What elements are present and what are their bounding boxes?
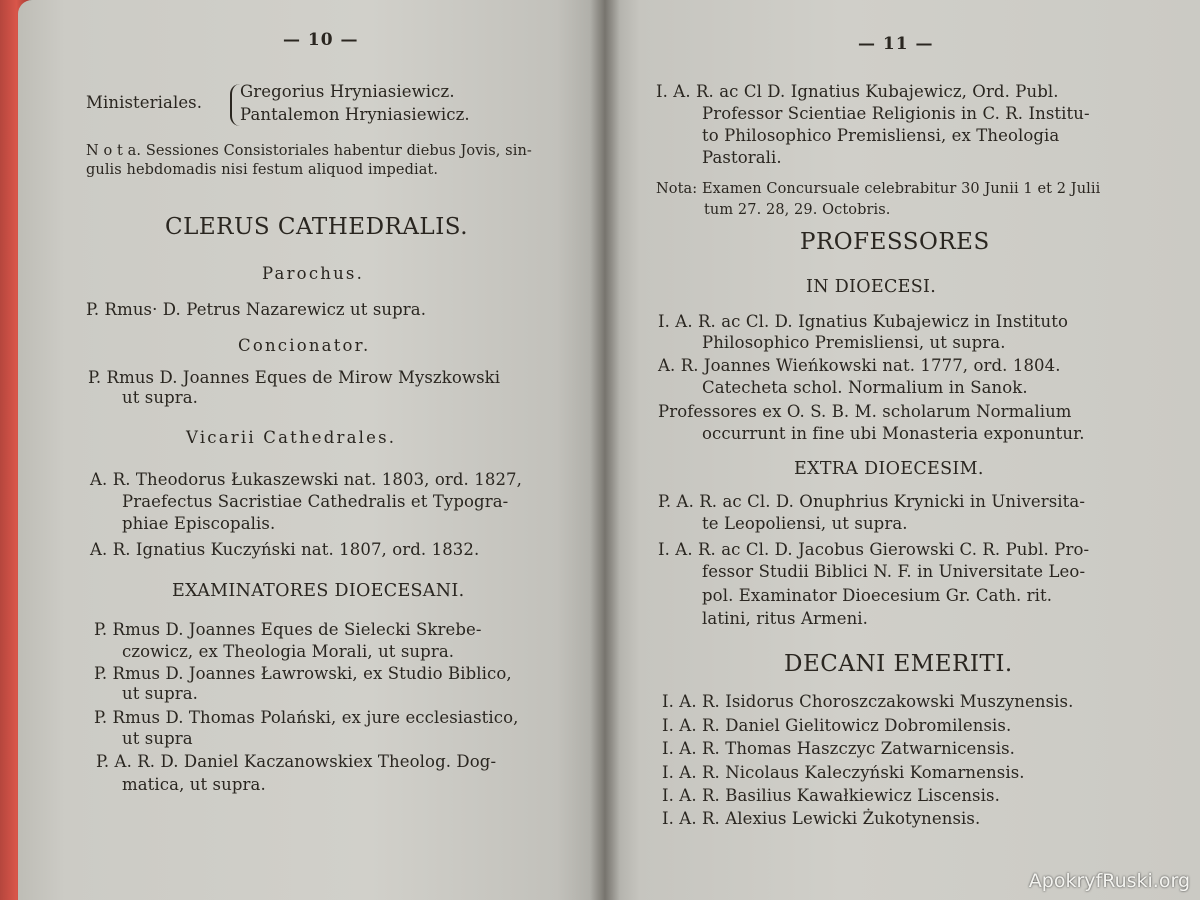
nota-line: tum 27. 28, 29. Octobris. xyxy=(704,202,891,218)
entry-line: I. A. R. ac Cl D. Ignatius Kubajewicz, Ord. Publ. xyxy=(656,82,1059,101)
entry-line: latini, ritus Armeni. xyxy=(702,609,869,628)
ministeriales-label: Ministeriales. xyxy=(86,93,203,112)
section-title: DECANI EMERITI. xyxy=(784,651,1013,677)
decanus-line: I. A. R. Thomas Haszczyc Zatwarnicensis. xyxy=(662,739,1015,758)
entry-line: ut supra. xyxy=(122,388,199,407)
entry-line: P. Rmus D. Thomas Polański, ex jure ecclesiastico, xyxy=(94,708,519,727)
entry-line: P. A. R. D. Daniel Kaczanowskiex Theolog. Dog- xyxy=(96,752,497,771)
section-title: CLERUS CATHEDRALIS. xyxy=(165,214,469,240)
entry-line: I. A. R. ac Cl. D. Jacobus Gierowski C. R. Publ. Pro- xyxy=(658,540,1090,559)
subheading: Parochus. xyxy=(262,264,365,283)
section-heading: EXTRA DIOECESIM. xyxy=(794,459,984,479)
entry-line: te Leopoliensi, ut supra. xyxy=(702,514,908,533)
entry-line: Praefectus Sacristiae Cathedralis et Typogra- xyxy=(122,492,509,511)
subheading: Concionator. xyxy=(238,336,371,355)
decanus-line: I. A. R. Daniel Gielitowicz Dobromilensis. xyxy=(662,716,1012,735)
decanus-line: I. A. R. Isidorus Choroszczakowski Muszynensis. xyxy=(662,692,1074,711)
entry-line: ut supra. xyxy=(122,684,199,703)
page-number: — 11 — xyxy=(858,34,934,54)
page-number: — 10 — xyxy=(283,30,359,50)
entry-line: I. A. R. ac Cl. D. Ignatius Kubajewicz in Instituto xyxy=(658,312,1069,331)
entry-line: pol. Examinator Dioecesium Gr. Cath. rit. xyxy=(702,586,1053,605)
right-page xyxy=(604,0,1200,900)
left-page xyxy=(18,0,604,900)
entry-line: Professor Scientiae Religionis in C. R. Institu- xyxy=(702,104,1090,123)
entry-line: Catecheta schol. Normalium in Sanok. xyxy=(702,378,1028,397)
entry-line: P. Rmus D. Joannes Eques de Sielecki Skrebe- xyxy=(94,620,482,639)
section-heading: IN DIOECESI. xyxy=(806,277,937,297)
entry-line: P. Rmus D. Joannes Eques de Mirow Myszkowski xyxy=(88,368,501,387)
section-title: PROFESSORES xyxy=(800,229,990,255)
entry-line: Professores ex O. S. B. M. scholarum Normalium xyxy=(658,402,1072,421)
entry-line: P. Rmus· D. Petrus Nazarewicz ut supra. xyxy=(86,300,427,319)
entry-line: A. R. Ignatius Kuczyński nat. 1807, ord. 1832. xyxy=(90,540,480,559)
entry-line: A. R. Theodorus Łukaszewski nat. 1803, ord. 1827, xyxy=(90,470,522,489)
subheading: Vicarii Cathedrales. xyxy=(186,428,397,447)
entry-line: occurrunt in fine ubi Monasteria exponuntur. xyxy=(702,424,1085,443)
entry-line: P. Rmus D. Joannes Ławrowski, ex Studio Biblico, xyxy=(94,664,512,683)
entry-line: fessor Studii Biblici N. F. in Universitate Leo- xyxy=(702,562,1086,581)
watermark: ApokryfRuski.org xyxy=(1028,870,1190,892)
entry-line: Philosophico Premisliensi, ut supra. xyxy=(702,333,1006,352)
decanus-line: I. A. R. Nicolaus Kaleczyński Komarnensis. xyxy=(662,763,1025,782)
book-gutter xyxy=(590,0,620,900)
entry-line: P. A. R. ac Cl. D. Onuphrius Krynicki in Universita- xyxy=(658,492,1086,511)
decanus-line: I. A. R. Alexius Lewicki Żukotynensis. xyxy=(662,809,981,828)
entry-line: czowicz, ex Theologia Morali, ut supra. xyxy=(122,642,455,661)
entry-line: to Philosophico Premisliensi, ex Theologia xyxy=(702,126,1060,145)
entry-line: matica, ut supra. xyxy=(122,775,266,794)
entry-line: A. R. Joannes Wieńkowski nat. 1777, ord. 1804. xyxy=(658,356,1061,375)
entry-line: Pastorali. xyxy=(702,148,782,167)
entry-line: phiae Episcopalis. xyxy=(122,514,276,533)
decanus-line: I. A. R. Basilius Kawałkiewicz Liscensis. xyxy=(662,786,1000,805)
section-heading: EXAMINATORES DIOECESANI. xyxy=(172,581,465,601)
entry-line: ut supra xyxy=(122,729,193,748)
ministeriales-name: Pantalemon Hryniasiewicz. xyxy=(240,105,470,124)
ministeriales-name: Gregorius Hryniasiewicz. xyxy=(240,82,455,101)
nota-line: N o t a. Sessiones Consistoriales habentur diebus Jovis, sin- xyxy=(86,143,532,159)
nota-line: Nota: Examen Concursuale celebrabitur 30 Junii 1 et 2 Julii xyxy=(656,181,1101,197)
nota-line: gulis hebdomadis nisi festum aliquod impediat. xyxy=(86,162,439,178)
